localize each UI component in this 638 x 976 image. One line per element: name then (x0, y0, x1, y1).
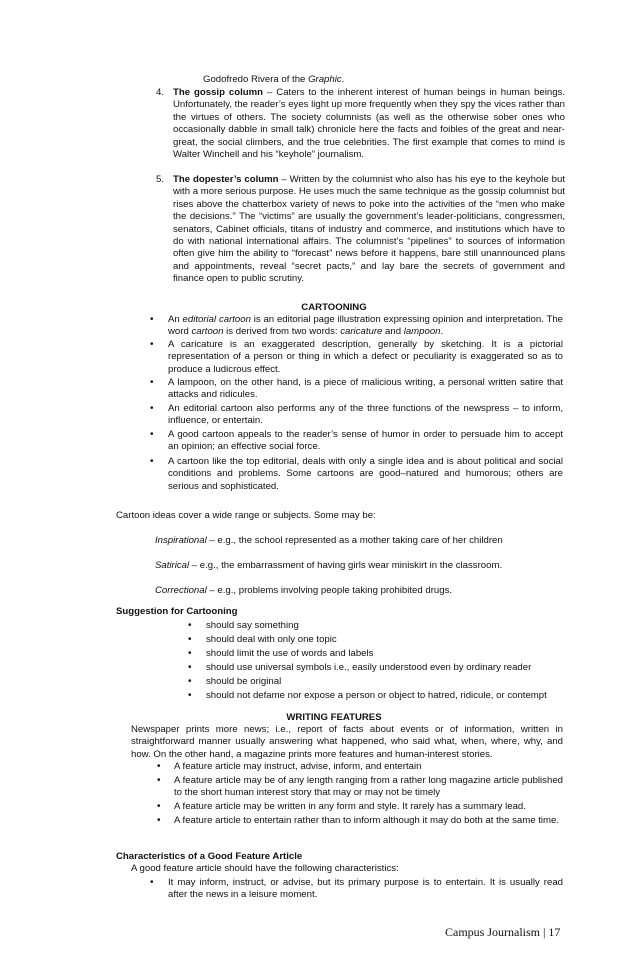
idea-label: Correctional (155, 585, 207, 596)
b1-d: and (382, 326, 404, 338)
writing-bullet: A feature article may be written in any form and style. It rarely has a summary lead. (174, 801, 526, 812)
suggestion-item: should say something (206, 620, 299, 631)
idea-inspirational (155, 535, 503, 547)
idea-label: Inspirational (155, 535, 207, 546)
bullet-icon: • (150, 429, 154, 440)
bullet-icon: • (157, 801, 161, 812)
bullet-icon: • (157, 761, 161, 772)
b1-i1: editorial cartoon (182, 314, 251, 325)
bullet-icon: • (188, 634, 192, 645)
cartoon-bullet-1 (168, 314, 563, 339)
dopester-title: The dopester’s column (173, 174, 279, 185)
suggestion-item: should deal with only one topic (206, 634, 337, 645)
dopester-column-item (173, 174, 565, 286)
idea-text: – e.g., the school represented as a mother taking care of her children (206, 535, 503, 546)
idea-text: – e.g., the embarrassment of having girls wear miniskirt in the classroom. (189, 560, 503, 571)
writing-bullet: A feature article to entertain rather than to inform although it may do both at the same time. (174, 815, 560, 826)
bullet-icon: • (188, 662, 192, 673)
b1-i4: lampoon (403, 326, 441, 338)
dopester-number: 5. (156, 174, 165, 185)
writing-heading: WRITING FEATURES (286, 712, 382, 723)
bullet-icon: • (150, 456, 154, 467)
suggestion-heading: Suggestion for Cartooning (116, 606, 238, 617)
bullet-icon: • (150, 377, 154, 388)
cartooning-heading: CARTOONING (301, 302, 367, 313)
idea-correctional (155, 585, 452, 597)
bullet-icon: • (150, 339, 154, 350)
suggestion-item: should use universal symbols i.e., easily understood even by ordinary reader (206, 662, 532, 673)
gossip-text: – Caters to the inherent interest of human beings in human beings. Unfortunately, the reader’s eyes light up more frequently when they spy the vices rather than the virtues of others. The society columnists (as well as the otherwise sober ones who occasionally dabble in small talk) chronicle here the facts and foibles of the great and near-great, the social climbers, and the true celebrities. The first example that comes to mind is Walter Winchell and his “keyhole” journalism. (173, 87, 565, 161)
bullet-icon: • (157, 775, 161, 786)
bullet-icon: • (188, 676, 192, 687)
intro-period: . (341, 74, 345, 85)
writing-bullet: A feature article may be of any length ranging from a rather long magazine article published to the short human interest story that may or may not be timely (174, 775, 563, 799)
page-footer: Campus Journalism | 17 (445, 925, 561, 939)
bullet-icon: • (188, 648, 192, 659)
dopester-text: – Written by the columnist who also has his eye to the keyhole but with a more serious purpose. He uses much the same technique as the gossip columnist but rises above the chatterbox variety of news to poke into the activities of the “men who make the decisions.” The “victims” are usually the government’s leader-politicians, congressmen, senators, Cabinet officials, titans of industry and commerce, and institutions which have to do with national international affairs. The columnist’s “pipelines” to sources of information often give him the ability to “forecast” news before it happens, bare still unannounced plans and appointments, reveal “secret pacts,” and lay bare the secrets of government and finance open to public scrutiny. (173, 174, 565, 285)
bullet-icon: • (188, 620, 192, 631)
suggestion-item: should limit the use of words and labels (206, 648, 374, 659)
cartoon-bullet-3: A lampoon, on the other hand, is a piece of malicious writing, a personal written satire that attacks and ridicules. (168, 377, 563, 401)
bullet-icon: • (150, 314, 154, 325)
bullet-icon: • (157, 815, 161, 826)
b1-i3: caricature (340, 326, 383, 338)
idea-text: – e.g., problems involving people taking prohibited drugs. (206, 585, 453, 596)
characteristics-bullet: It may inform, instruct, or advise, but its primary purpose is to entertain. It is usually read after the news in a leisure moment. (168, 877, 563, 901)
gossip-number: 4. (156, 87, 165, 98)
suggestion-item: should be original (206, 676, 282, 687)
characteristics-heading: Characteristics of a Good Feature Article (116, 851, 303, 862)
characteristics-intro: A good feature article should have the following characteristics: (131, 863, 399, 874)
ideas-intro: Cartoon ideas cover a wide range or subjects. Some may be: (116, 510, 376, 521)
intro-text: Godofredo Rivera of the (203, 74, 309, 85)
writing-intro: Newspaper prints more news; i.e., report of facts about events or of information, written in straightforward manner usually answering what happened, who said what, when, where, why, and how. On the other hand, a magazine prints more features and human-interest stories. (131, 724, 563, 760)
gossip-column-item (173, 87, 565, 161)
b1-c: is derived from two words: (223, 326, 341, 338)
bullet-icon: • (150, 403, 154, 414)
intro-line (203, 74, 344, 86)
b1-b: is an editorial page illustration expressing opinion and interpretation. The word (168, 314, 564, 338)
idea-label: Satirical (155, 560, 190, 571)
b1-e: . (440, 326, 444, 338)
cartoon-bullet-4: An editorial cartoon also performs any of the three functions of the newspress – to inform, influence, or entertain. (168, 403, 563, 427)
b1-i2: cartoon (191, 326, 224, 338)
cartoon-bullet-2: A caricature is an exaggerated description, generally by sketching. It is a pictorial representation of a person or thing in which a defect or peculiarity is exaggerated so as to produce a ludicrous effect. (168, 339, 563, 375)
bullet-icon: • (150, 877, 154, 888)
idea-satirical (155, 560, 502, 572)
cartoon-bullet-5: A good cartoon appeals to the reader’s sense of humor in order to persuade him to accept an opinion; an effective social force. (168, 429, 563, 453)
gossip-title: The gossip column (173, 87, 264, 98)
intro-graphic: Graphic (308, 74, 342, 85)
b1-a: An (168, 314, 183, 325)
writing-bullet: A feature article may instruct, advise, inform, and entertain (174, 761, 422, 772)
suggestion-item: should not defame nor expose a person or object to hatred, ridicule, or contempt (206, 690, 547, 701)
cartoon-bullet-6: A cartoon like the top editorial, deals with only a single idea and is about political and social conditions and problems. Some cartoons are good–natured and humorous; others are serious and sophisticated. (168, 456, 563, 492)
bullet-icon: • (188, 690, 192, 701)
